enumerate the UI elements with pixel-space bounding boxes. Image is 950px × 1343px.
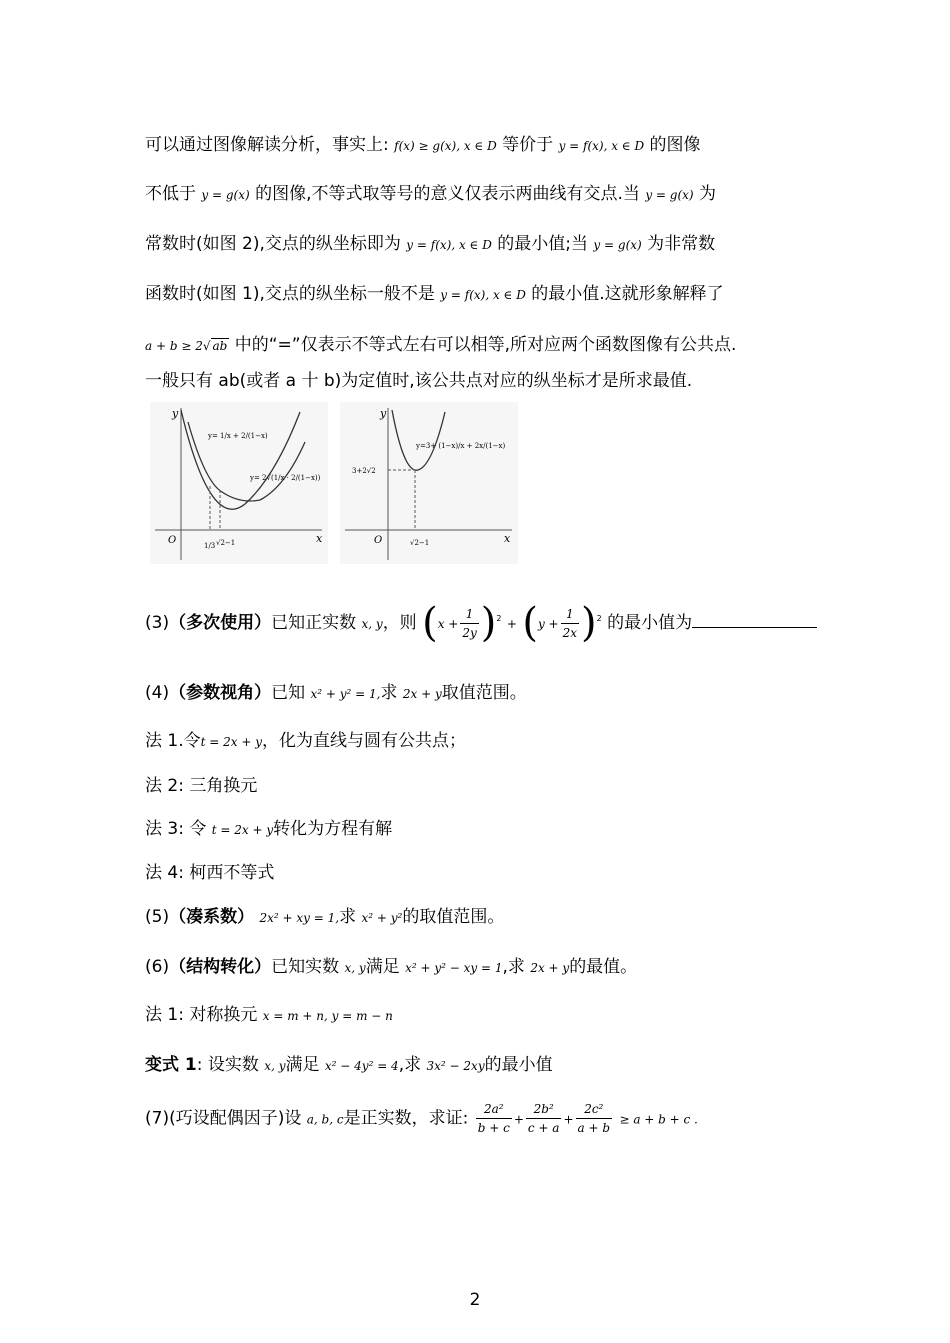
fraction: $\frac{1}{2y}$: [462, 606, 477, 640]
para-line-6: 一般只有 ab(或者 a 十 b)为定值时,该公共点对应的纵坐标才是所求最值.: [145, 371, 693, 391]
math-inline: y = g(x): [593, 238, 642, 252]
tag: （凑系数）: [169, 907, 255, 927]
math-inline: y = g(x): [201, 188, 250, 202]
y-label: y: [172, 407, 179, 420]
math-inline: y = f(x), x ∈ D: [440, 288, 526, 302]
fraction: $\frac{\text{2a²}}{b + c}$: [477, 1102, 510, 1135]
question-7: (7)(巧设配偶因子)设 a, b, c是正实数，求证: $\frac{\text{2a²}}{b + c}$ + $\frac{\text{2b²}}{c + a}$ + $\frac{\text{2c²}}{a + b}$ ≥ a + b + c .: [145, 1102, 698, 1135]
x-label: x: [504, 532, 511, 545]
x-label: x: [316, 532, 323, 545]
method-3: 法 3: 令 t = 2x + y转化为方程有解: [145, 819, 393, 839]
question-3: (3)（多次使用）已知正实数 x, y，则 (x + $\frac{1}{2y}$ )$^2$ + (y + $\frac{1}{2x}$ )$^2$ 的最小值为: [145, 600, 817, 646]
tick-2: √2−1: [216, 539, 236, 547]
y-tick: 3+2√2: [352, 467, 376, 475]
fraction: $\frac{1}{2x}$: [562, 606, 578, 640]
tag: （多次使用）: [169, 613, 272, 633]
curve-1-label: y= 1/x + 2/(1−x): [208, 432, 268, 440]
tag: （参数视角）: [169, 683, 272, 703]
para-line-4: 函数时(如图 1),交点的纵坐标一般不是 y = f(x), x ∈ D 的最小值.这就形象解释了: [145, 284, 724, 304]
method-2: 法 2: 三角换元: [145, 776, 258, 796]
question-4: (4)（参数视角）已知 x² + y² = 1,求 2x + y取值范围。: [145, 683, 527, 703]
para-line-3: 常数时(如图 2),交点的纵坐标即为 y = f(x), x ∈ D 的最小值;当 y = g(x) 为非常数: [145, 234, 716, 254]
para-line-5: a + b ≥ 2√ ab 中的“=”仅表示不等式左右可以相等,所对应两个函数图像有公共点.: [145, 335, 737, 355]
tag: （结构转化）: [169, 957, 272, 977]
para-line-2: 不低于 y = g(x) 的图像,不等式取等号的意义仅表示两曲线有交点.当 y = g(x) 为: [145, 184, 716, 204]
math-inline: y = g(x): [645, 188, 694, 202]
figure-1: [150, 402, 328, 564]
variant-1: 变式 1: 设实数 x, y满足 x² − 4y² = 4,求 3x² − 2xy的最小值: [145, 1055, 553, 1075]
math-inline: a + b ≥ 2: [145, 339, 203, 353]
origin-label: O: [374, 535, 383, 546]
curve-2-label: y= 2√(1/x · 2/(1−x)): [250, 474, 321, 482]
question-5: (5)（凑系数） 2x² + xy = 1,求 x² + y²的取值范围。: [145, 907, 505, 927]
method-1: 法 1.令t = 2x + y，化为直线与圆有公共点；: [145, 731, 466, 751]
sqrt-ab: ab: [212, 339, 228, 353]
method-4: 法 4: 柯西不等式: [145, 863, 275, 883]
fraction: $\frac{\text{2c²}}{a + b}$: [577, 1102, 611, 1135]
page-number: 2: [469, 1290, 481, 1310]
tick-1: 1/3: [204, 542, 216, 550]
method-6-1: 法 1: 对称换元 x = m + n, y = m − n: [145, 1005, 393, 1025]
math-inline: y = f(x), x ∈ D: [558, 139, 645, 153]
figure-2: [340, 402, 518, 564]
x-tick: √2−1: [410, 539, 430, 547]
math-inline: y = f(x), x ∈ D: [406, 238, 492, 252]
para-line-1: 可以通过图像解读分析，事实上: f(x) ≥ g(x), x ∈ D 等价于 y = f(x), x ∈ D 的图像: [145, 135, 701, 155]
question-6: (6)（结构转化）已知实数 x, y满足 x² + y² − xy = 1,求 2x + y的最值。: [145, 957, 638, 977]
fraction: $\frac{\text{2b²}}{c + a}$: [527, 1102, 560, 1135]
y-label: y: [380, 407, 387, 420]
origin-label: O: [168, 535, 177, 546]
math-inline: f(x) ≥ g(x), x ∈ D: [394, 139, 497, 153]
curve-label: y=3+ (1−x)/x + 2x/(1−x): [416, 442, 506, 450]
answer-blank: [692, 613, 817, 628]
